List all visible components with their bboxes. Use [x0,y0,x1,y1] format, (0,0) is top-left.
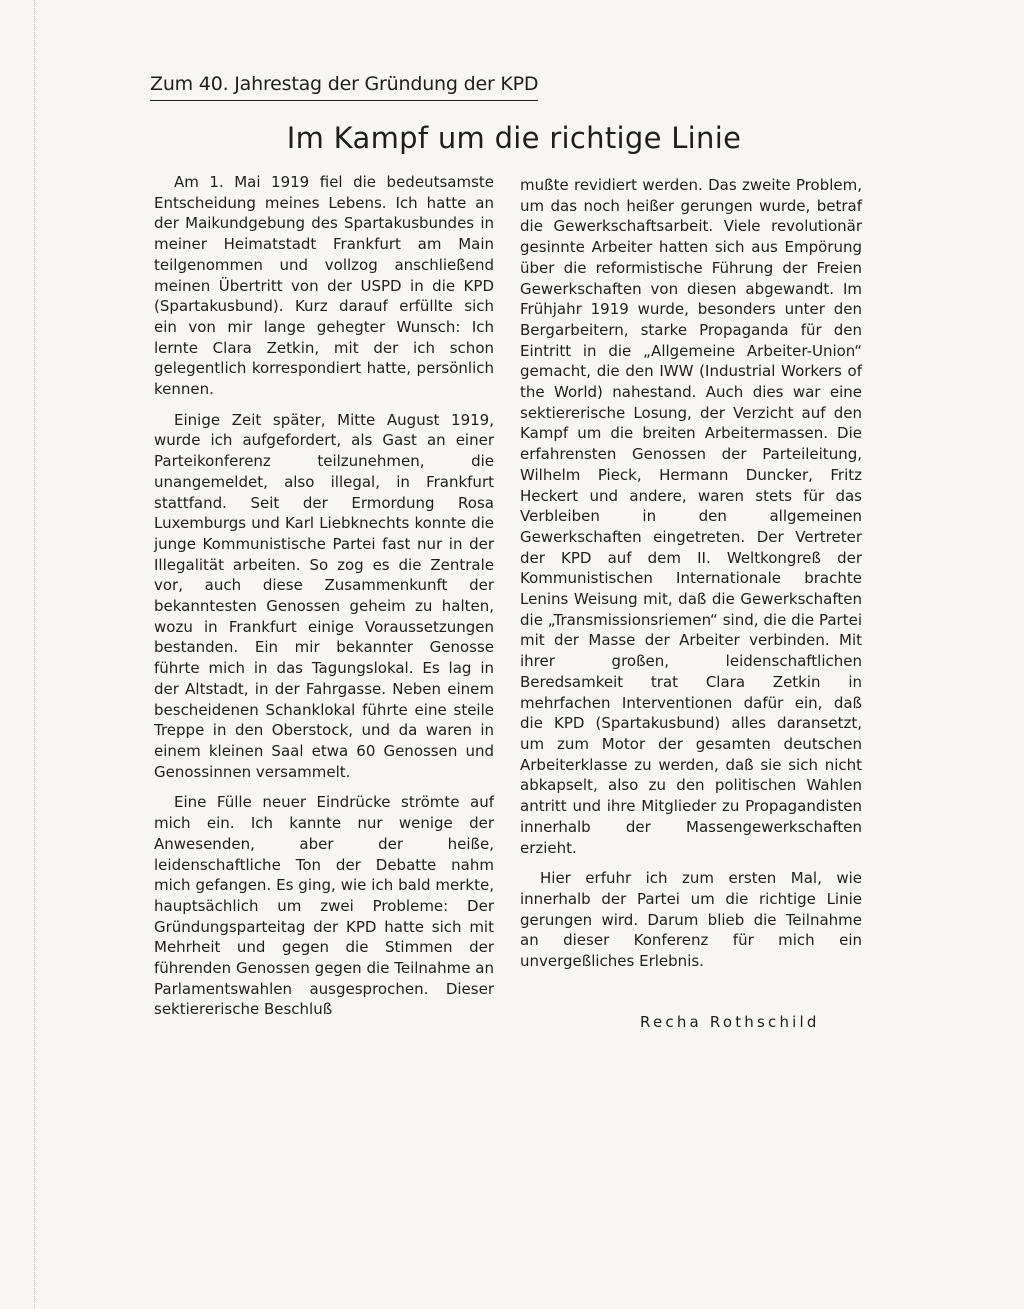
left-column [154,172,494,1030]
article-title: Im Kampf um die richtige Linie [286,121,742,155]
author-signature: Recha Rothschild [640,1013,820,1031]
paragraph: Hier erfuhr ich zum ersten Mal, wie innerhalb der Partei um die richtige Linie gerungen wird. Darum blieb die Teilnahme an dieser Konferenz für mich ein unvergeßliches Erlebnis. [520,869,862,971]
right-column [520,175,862,982]
paragraph: Am 1. Mai 1919 fiel die bedeutsamste Entscheidung meines Lebens. Ich hatte an der Maikundgebung des Spartakusbundes in meiner Heimatstadt Frankfurt am Main teilgenommen und vollzog anschließend meinen Übertritt von der USPD in die KPD (Spartakusbund). Kurz darauf erfüllte sich ein von mir lange gehegter Wunsch: Ich lernte Clara Zetkin, mit der ich schon gelegentlich korrespondiert hatte, persönlich kennen. [154,173,494,399]
page-edge-line [34,0,36,1309]
paragraph: Eine Fülle neuer Eindrücke strömte auf mich ein. Ich kannte nur wenige der Anwesenden, aber der heiße, leidenschaftliche Ton der Debatte nahm mich gefangen. Es ging, wie ich bald merkte, hauptsächlich um zwei Probleme: Der Gründungsparteitag der KPD hatte sich mit Mehrheit und gegen die Stimmen der führenden Genossen gegen die Teilnahme an Parlamentswahlen ausgesprochen. Dieser sektiererische Beschluß [154,793,494,1019]
paragraph: mußte revidiert werden. Das zweite Problem, um das noch heißer gerungen wurde, betraf die Gewerkschaftsarbeit. Viele revolutionär gesinnte Arbeiter hatten sich aus Empörung über die reformistische Führung der Freien Gewerkschaften von diesen abgewandt. Im Frühjahr 1919 wurde, besonders unter den Bergarbeitern, starke Propaganda für den Eintritt in die „Allgemeine Arbeiter-Union“ gemacht, die den IWW (Industrial Workers of the World) nahestand. Auch dies war eine sektiererische Losung, der Verzicht auf den Kampf um die breiten Arbeitermassen. Die erfahrensten Genossen der Parteileitung, Wilhelm Pieck, Hermann Duncker, Fritz Heckert und andere, waren stets für das Verbleiben in den allgemeinen Gewerkschaften eingetreten. Der Vertreter der KPD auf dem II. Weltkongreß der Kommunistischen Internationale brachte Lenins Weisung mit, daß die Gewerkschaften die „Transmissionsriemen“ sind, die die Partei mit der Masse der Arbeiter verbinden. Mit ihrer großen, leidenschaftlichen Beredsamkeit trat Clara Zetkin in mehrfachen Interventionen dafür ein, daß die KPD (Spartakusbund) alles daransetzt, um zum Motor der gesamten deutschen Arbeiterklasse zu werden, daß sie sich nicht abkapselt, also zu den politischen Wahlen antritt und ihre Mitglieder zu Propagandisten innerhalb der Massengewerkschaften erzieht. [520,176,862,857]
article-kicker: Zum 40. Jahrestag der Gründung der KPD [150,70,538,101]
paragraph: Einige Zeit später, Mitte August 1919, wurde ich aufgefordert, als Gast an einer Parteikonferenz teilzunehmen, die unangemeldet, also illegal, in Frankfurt stattfand. Seit der Ermordung Rosa Luxemburgs und Karl Liebknechts konnte die junge Kommunistische Partei fast nur in der Illegalität arbeiten. So zog es die Zentrale vor, auch diese Zusammenkunft der bekanntesten Genossen geheim zu halten, wozu in Frankfurt einige Voraussetzungen bestanden. Ein mir bekannter Genosse führte mich in das Tagungslokal. Es lag in der Altstadt, in der Fahrgasse. Neben einem bescheidenen Schanklokal führte eine steile Treppe in den Oberstock, und da waren in einem kleinen Saal etwa 60 Genossen und Genossinnen versammelt. [154,410,494,781]
